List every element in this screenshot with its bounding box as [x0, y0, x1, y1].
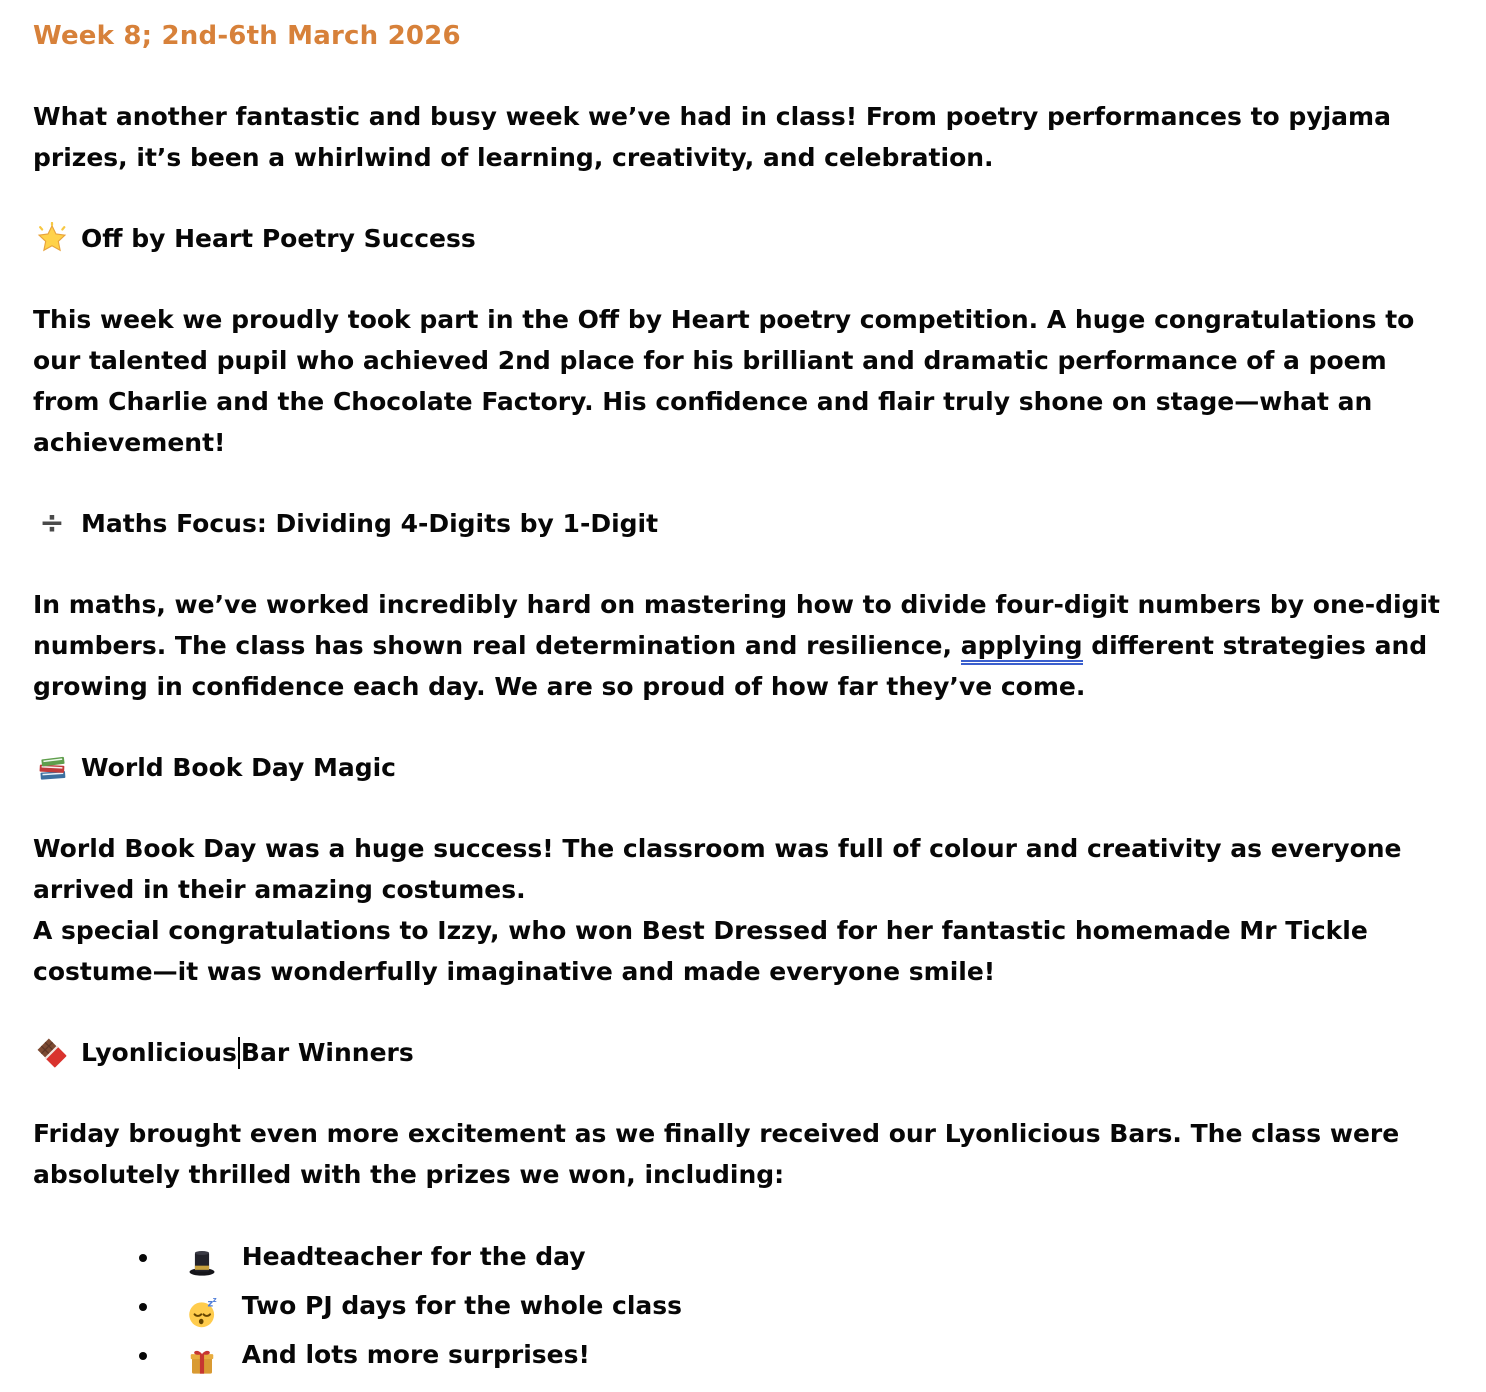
section-heading-text: Off by Heart Poetry Success: [81, 224, 476, 253]
intro-paragraph[interactable]: What another fantastic and busy week we’ve had in class! From poetry performances to pyjama prizes, it’s been a whirlwind of learning, creativity, and celebration.: [33, 102, 1391, 172]
page-title[interactable]: Week 8; 2nd-6th March 2026: [33, 21, 461, 51]
list-item-headteacher[interactable]: [161, 1235, 1456, 1284]
prize-list: [33, 1235, 1456, 1382]
svg-text:z: z: [212, 1297, 217, 1305]
heading-text-before-caret: Lyonlicious: [81, 1038, 237, 1067]
section-paragraph-world-book-day[interactable]: [33, 828, 1456, 992]
section-heading-world-book-day[interactable]: [33, 747, 1456, 788]
heading-text-after-caret: Bar Winners: [240, 1038, 414, 1067]
list-item-pj-days[interactable]: [161, 1284, 1456, 1333]
list-item-surprises[interactable]: [161, 1333, 1456, 1382]
glowing-star-icon: [33, 222, 71, 256]
section-paragraph-poetry[interactable]: This week we proudly took part in the Off by Heart poetry competition. A huge congratulations to our talented pupil who achieved 2nd place for his brilliant and dramatic performance of a poem from Charlie and the Chocolate Factory. His confidence and flair truly shone on stage—what an achievement!: [33, 305, 1415, 457]
sleeping-face-icon: [187, 1290, 221, 1333]
section-heading-lyonlicious[interactable]: [33, 1032, 1456, 1073]
gift-icon: [187, 1339, 221, 1382]
top-hat-icon: [187, 1241, 221, 1284]
section-paragraph-lyonlicious[interactable]: Friday brought even more excitement as we finally received our Lyonlicious Bars. The class were absolutely thrilled with the prizes we won, including:: [33, 1119, 1400, 1189]
list-item-text: Headteacher for the day: [241, 1242, 586, 1271]
section-heading-maths[interactable]: [33, 503, 1456, 544]
wbd-line-1: World Book Day was a huge success! The classroom was full of colour and creativity as everyone arrived in their amazing costumes.: [33, 834, 1402, 904]
section-heading-poetry[interactable]: [33, 218, 1456, 259]
division-sign-icon: ÷: [39, 505, 65, 541]
svg-text:z: • z: [207, 1298, 214, 1310]
section-paragraph-maths[interactable]: [33, 584, 1456, 707]
grammar-check-underlined-word[interactable]: applying: [961, 631, 1083, 665]
books-icon: [33, 751, 71, 785]
maths-text-after: different strategies and growing in confidence each day. We are so proud of how far they’ve come.: [33, 631, 1428, 701]
list-item-text: And lots more surprises!: [241, 1340, 590, 1369]
list-item-text: Two PJ days for the whole class: [241, 1291, 683, 1320]
text-cursor: [238, 1037, 240, 1069]
section-heading-text: World Book Day Magic: [81, 753, 396, 782]
maths-text-before: In maths, we’ve worked incredibly hard on mastering how to divide four-digit numbers by one-digit numbers. The class has shown real determination and resilience,: [33, 590, 1440, 660]
wbd-line-2: A special congratulations to Izzy, who won Best Dressed for her fantastic homemade Mr Tickle costume—it was wonderfully imaginative and made everyone smile!: [33, 916, 1368, 986]
chocolate-bar-icon: [33, 1037, 71, 1069]
section-heading-text: Maths Focus: Dividing 4-Digits by 1-Digit: [81, 509, 659, 538]
